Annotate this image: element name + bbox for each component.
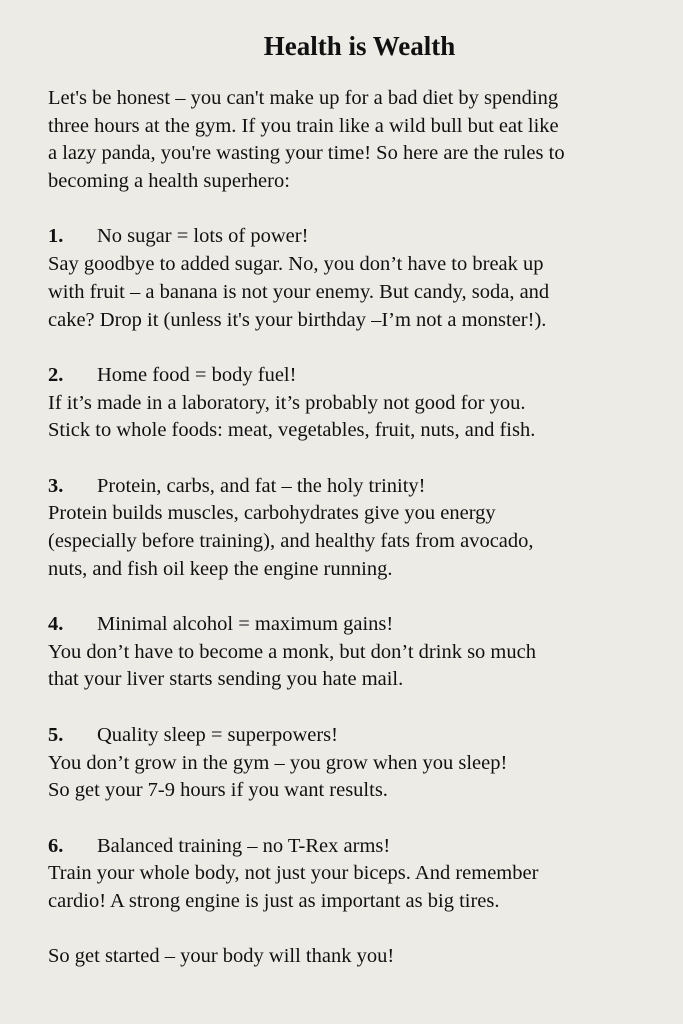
rule-heading — [48, 611, 683, 639]
intro-line: Let's be honest – you can't make up for a bad diet by spending — [48, 87, 559, 109]
rule-heading — [48, 362, 683, 390]
rule-4 — [48, 611, 683, 694]
rule-3 — [48, 473, 683, 584]
rule-title: No sugar = lots of power! — [97, 225, 309, 248]
rule-body-line: Say goodbye to added sugar. No, you don’t have to break up — [48, 253, 544, 276]
rule-number: 1. — [48, 225, 64, 248]
rule-6 — [48, 833, 683, 916]
rule-number: 5. — [48, 723, 64, 746]
rule-title: Balanced training – no T-Rex arms! — [97, 834, 391, 857]
rule-body-line: If it’s made in a laboratory, it’s probably not good for you. — [48, 391, 526, 414]
rule-number: 4. — [48, 613, 64, 636]
rule-number: 3. — [48, 474, 64, 497]
rule-body-line: (especially before training), and healthy fats from avocado, — [48, 530, 534, 552]
rule-body-line: Protein builds muscles, carbohydrates give you energy — [48, 502, 496, 525]
rule-body-line: Train your whole body, not just your biceps. And remember — [48, 862, 539, 885]
rule-number: 6. — [48, 834, 64, 857]
rule-heading — [48, 833, 683, 861]
rule-body-line: that your liver starts sending you hate mail. — [48, 668, 404, 691]
rule-body-line: Stick to whole foods: meat, vegetables, fruit, nuts, and fish. — [48, 419, 536, 442]
rule-body-line: nuts, and fish oil keep the engine running. — [48, 557, 393, 580]
rule-1 — [48, 223, 683, 334]
document-title: Health is Wealth — [263, 31, 456, 61]
intro-line: a lazy panda, you're wasting your time! So here are the rules to — [48, 142, 565, 165]
rule-body-line: You don’t have to become a monk, but don’t drink so much — [48, 640, 536, 663]
rule-2 — [48, 362, 683, 445]
rule-title: Quality sleep = superpowers! — [97, 723, 338, 746]
intro-paragraph — [48, 85, 683, 196]
rule-heading — [48, 473, 683, 501]
rule-title: Protein, carbs, and fat – the holy trinity! — [97, 474, 426, 497]
rule-body-line: with fruit – a banana is not your enemy. But candy, soda, and — [48, 280, 550, 303]
intro-line: becoming a health superhero: — [48, 170, 290, 193]
rule-title: Minimal alcohol = maximum gains! — [97, 613, 394, 636]
rule-heading — [48, 223, 683, 251]
intro-line: three hours at the gym. If you train like a wild bull but eat like — [48, 114, 559, 137]
rule-body-line: So get your 7-9 hours if you want results. — [48, 779, 388, 802]
closing-line: So get started – your body will thank you! — [48, 945, 395, 968]
rule-number: 2. — [48, 363, 64, 386]
rule-heading — [48, 722, 683, 750]
rule-body-line: cake? Drop it (unless it's your birthday –I’m not a monster!). — [48, 308, 547, 331]
rule-title: Home food = body fuel! — [97, 363, 297, 386]
rule-body-line: You don’t grow in the gym – you grow when you sleep! — [48, 751, 508, 774]
rule-5 — [48, 722, 683, 805]
rule-body-line: cardio! A strong engine is just as important as big tires. — [48, 889, 500, 912]
